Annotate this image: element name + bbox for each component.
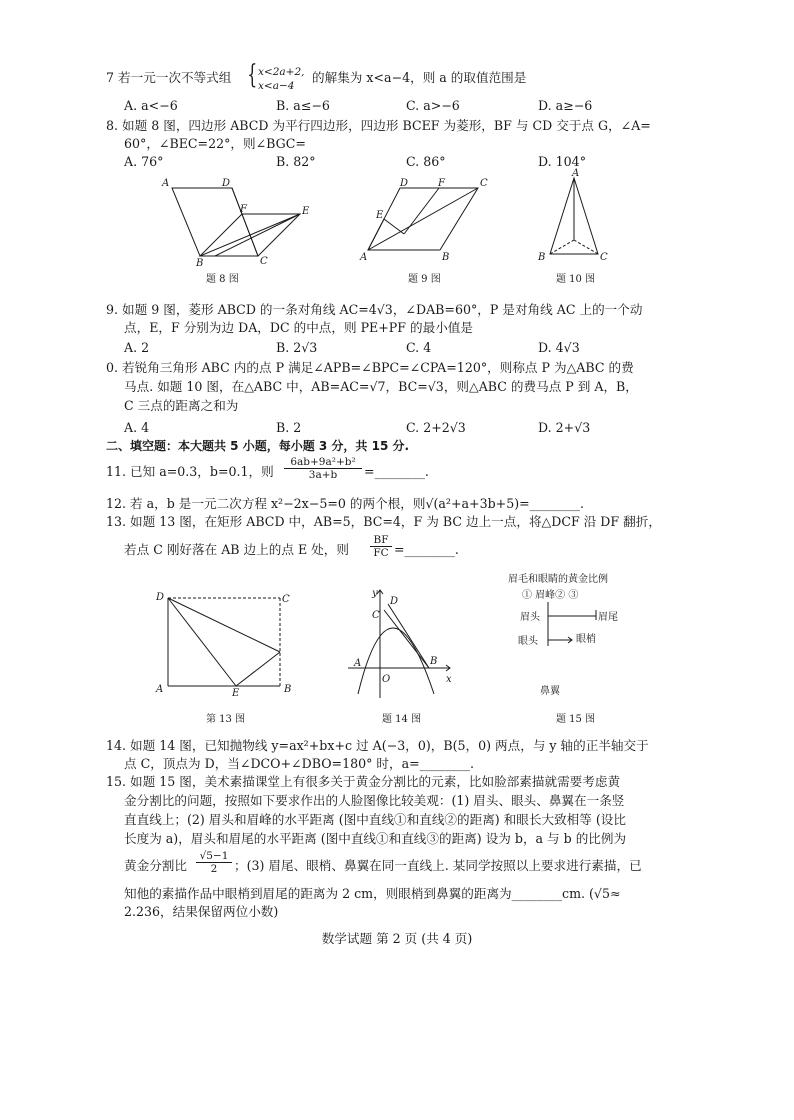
fig14-caption: 题 14 图 — [382, 714, 422, 725]
q8-line2: 60°，∠BEC=22°，则∠BGC= — [124, 136, 306, 151]
fig8-label-c: C — [260, 256, 268, 267]
figure-14 — [344, 586, 460, 702]
fig9-caption: 题 9 图 — [408, 274, 441, 285]
q11-tail: =________. — [364, 464, 429, 479]
q7-option-d: D. a≥−6 — [538, 98, 593, 113]
fig14-label-o: O — [382, 674, 391, 685]
q9-line2: 点，E，F 分别为边 DA，DC 的中点，则 PE+PF 的最小值是 — [124, 320, 473, 335]
q11-fraction — [284, 456, 362, 481]
fig9-label-b: B — [442, 252, 450, 263]
fig15-caption: 题 15 图 — [556, 714, 596, 725]
q15-denominator: 2 — [210, 863, 218, 875]
fig14-label-y: y — [372, 588, 378, 599]
fig13-label-b: B — [284, 684, 292, 695]
fig13-caption: 第 13 图 — [206, 714, 246, 725]
q15-numerator: √5−1 — [196, 850, 232, 863]
fig8-label-e: E — [302, 206, 310, 217]
q9-option-c: C. 4 — [406, 340, 432, 355]
q7-system-line2: x<a−4 — [258, 80, 295, 92]
q15-line3: 直直线上；(2) 眉头和眉峰的水平距离 (图中直线①和直线②的距离) 和眼长大致相等 (设比 — [124, 812, 626, 827]
fig14-label-d: D — [390, 596, 399, 607]
q10-line3: C 三点的距离之和为 — [124, 398, 239, 413]
fig15-markers: ① 眉峰② ③ — [522, 590, 579, 601]
fig8-label-a: A — [162, 178, 170, 189]
q11-denominator: 3a+b — [308, 469, 338, 481]
q15-line1: 15. 如题 15 图，美术素描课堂上有很多关于黄金分割比的元素，比如脸部素描就需要考虑黄 — [106, 774, 621, 789]
fig13-label-e: E — [232, 688, 240, 699]
q10-line2: 马点. 如题 10 图，在△ABC 中，AB=AC=√7，BC=√3，则△ABC 的费马点 P 到 A，B， — [124, 379, 638, 394]
fig15-label-yanshao: 眼梢 — [576, 634, 596, 645]
q15-line6: 知他的素描作品中眼梢到眉尾的距离为 2 cm，则眼梢到鼻翼的距离为________cm. (√5≈ — [124, 886, 621, 901]
q15-fraction — [196, 850, 232, 875]
q11-lead: 11. 已知 a=0.3，b=0.1，则 — [106, 464, 274, 479]
fig9-label-c: C — [480, 178, 488, 189]
q15-tail5: ；(3) 眉尾、眼梢、鼻翼在同一直线上. 某同学按照以上要求进行素描，已 — [234, 858, 642, 873]
fig9-label-f: F — [438, 178, 445, 189]
q10-option-d: D. 2+√3 — [538, 420, 591, 435]
fig9-label-a: A — [360, 252, 368, 263]
fig10-label-a: A — [572, 168, 580, 179]
figure-8 — [160, 178, 320, 268]
q8-option-a: A. 76° — [124, 154, 164, 169]
fig15-label-yantou: 眼头 — [518, 636, 538, 647]
q13-numerator: BF — [370, 534, 392, 547]
fig14-label-b: B — [430, 656, 438, 667]
q10-option-b: B. 2 — [276, 420, 302, 435]
figure-10 — [536, 166, 606, 262]
fig8-label-b: B — [196, 258, 204, 269]
q7-option-c: C. a>−6 — [406, 98, 460, 113]
fig15-label-meiwei: 眉尾 — [598, 612, 618, 623]
fig8-label-f: F — [240, 204, 247, 215]
fig15-label-meitou: 眉头 — [520, 612, 540, 623]
q7-option-a: A. a<−6 — [124, 98, 178, 113]
q13-fraction — [370, 534, 392, 559]
q14-line2: 点 C，顶点为 D，当∠DCO+∠DBO=180° 时，a=________. — [124, 756, 475, 771]
fig15-label-biyi: 鼻翼 — [540, 686, 560, 697]
q13-lead2: 若点 C 刚好落在 AB 边上的点 E 处，则 — [124, 542, 349, 557]
fig9-label-d: D — [400, 178, 409, 189]
q11-numerator: 6ab+9a²+b² — [284, 456, 362, 469]
fig14-label-a: A — [354, 658, 362, 669]
fig8-caption: 题 8 图 — [206, 274, 239, 285]
fig15-title: 眉毛和眼睛的黄金比例 — [508, 574, 608, 585]
q14-line1: 14. 如题 14 图，已知抛物线 y=ax²+bx+c 过 A(−3，0)，B(5，0) 两点，与 y 轴的正半轴交于 — [106, 738, 649, 753]
fig8-label-d: D — [222, 178, 231, 189]
q7-option-b: B. a≤−6 — [276, 98, 330, 113]
q8-line1: 8. 如题 8 图，四边形 ABCD 为平行四边形，四边形 BCEF 为菱形，BF 与 CD 交于点 G，∠A= — [106, 118, 651, 133]
figure-9 — [360, 176, 500, 266]
q9-option-d: D. 4√3 — [538, 340, 580, 355]
figure-13 — [156, 590, 296, 699]
q7-system-line1: x<2a+2, — [258, 66, 305, 78]
q8-option-c: C. 86° — [406, 154, 446, 169]
fig13-label-c: C — [282, 594, 290, 605]
fig9-label-e: E — [376, 210, 384, 221]
page-footer: 数学试题 第 2 页 (共 4 页) — [321, 931, 473, 946]
q7-brace: { — [247, 60, 258, 90]
q7-lead: 7 若一元一次不等式组 — [106, 70, 232, 85]
section-2-heading: 二、填空题：本大题共 5 小题，每小题 3 分，共 15 分. — [106, 439, 410, 453]
fig10-caption: 题 10 图 — [556, 274, 596, 285]
q13-denominator: FC — [373, 547, 389, 559]
q15-line7: 2.236，结果保留两位小数) — [124, 904, 279, 919]
q10-line1: 0. 若锐角三角形 ABC 内的点 P 满足∠APB=∠BPC=∠CPA=120°，则称点 P 为△ABC 的费 — [106, 360, 634, 375]
q15-line2: 金分割比的问题，按照如下要求作出的人脸图像比较美观：(1) 眉头、眼头、鼻翼在一条竖 — [124, 793, 625, 808]
fig14-label-c: C — [372, 610, 380, 621]
q9-option-b: B. 2√3 — [276, 340, 318, 355]
q15-line4: 长度为 a)，眉头和眉尾的水平距离 (图中直线①和直线③的距离) 设为 b，a 与 b 的比例为 — [124, 831, 627, 846]
fig10-label-c: C — [600, 252, 608, 263]
fig10-label-b: B — [538, 252, 546, 263]
q13-tail: =________. — [394, 542, 459, 557]
q12-text: 12. 若 a，b 是一元二次方程 x²−2x−5=0 的两个根，则√(a²+a+3b+5)=________. — [106, 496, 585, 511]
q13-line1: 13. 如题 13 图，在矩形 ABCD 中，AB=5，BC=4，F 为 BC 边上一点，将△DCF 沿 DF 翻折， — [106, 514, 661, 529]
q8-option-d: D. 104° — [538, 154, 586, 169]
q10-option-c: C. 2+2√3 — [406, 420, 466, 435]
q9-option-a: A. 2 — [124, 340, 150, 355]
fig14-label-x: x — [446, 674, 452, 685]
fig13-label-a: A — [156, 684, 164, 695]
fig13-label-d: D — [156, 592, 165, 603]
q15-lead5: 黄金分割比 — [124, 858, 187, 873]
q7-tail: 的解集为 x<a−4，则 a 的取值范围是 — [312, 70, 527, 85]
q8-option-b: B. 82° — [276, 154, 316, 169]
q10-option-a: A. 4 — [124, 420, 150, 435]
q9-line1: 9. 如题 9 图，菱形 ABCD 的一条对角线 AC=4√3，∠DAB=60°，P 是对角线 AC 上的一个动 — [106, 302, 643, 317]
